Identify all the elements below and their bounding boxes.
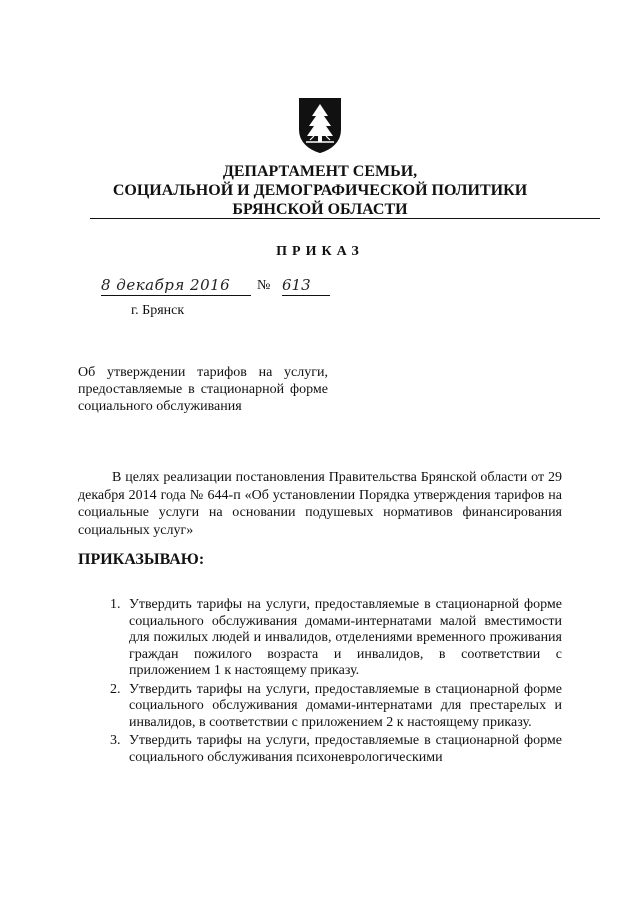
org-line-1: ДЕПАРТАМЕНТ СЕМЬИ, [222,163,418,180]
organization-name [90,162,550,219]
item-number: 2. [110,681,121,697]
number-sign: № [257,278,271,293]
date-number-line [95,276,355,300]
org-line-2: СОЦИАЛЬНОЙ И ДЕМОГРАФИЧЕСКОЙ ПОЛИТИКИ [112,182,528,199]
handwritten-number: 613 [282,276,330,296]
city-label: г. Брянск [131,303,185,318]
order-item [110,682,562,732]
order-items-list [110,597,562,768]
item-text: Утвердить тарифы на услуги, предоставляемые в стационарной форме социального обслуживания домами-интернатами для престарелых и инвалидов, в соответствии с приложением 2 к настоящему приказу. [129,681,562,730]
org-line-3: БРЯНСКОЙ ОБЛАСТИ [232,201,408,218]
order-item [110,733,562,766]
item-text: Утвердить тарифы на услуги, предоставляемые в стационарной форме социального обслуживания психоневрологическими [129,733,562,765]
preamble-paragraph: В целях реализации постановления Правительства Брянской области от 29 декабря 2014 года № 644-п «Об установлении Порядка утверждения тарифов на социальные услуги на основании подушевых нормативов финансирования социальных услуг» [78,470,562,538]
order-directive: ПРИКАЗЫВАЮ: [78,551,205,568]
order-subject: Об утверждении тарифов на услуги, предоставляемые в стационарной форме социального обслуживания [78,365,328,414]
order-item [110,597,562,680]
header-divider [90,218,600,219]
document-title: ПРИКАЗ [276,244,364,259]
coat-of-arms-icon [297,96,343,154]
handwritten-date: 8 декабря 2016 [101,276,251,296]
item-number: 3. [110,733,121,748]
item-number: 1. [110,597,121,612]
item-text: Утвердить тарифы на услуги, предоставляемые в стационарной форме социального обслуживания домами-интернатами малой вместимости для пожилых людей и инвалидов, отделениями временного проживания граждан пожилого возраста и инвалидов, в соответствии с приложением 1 к настоящему приказу. [129,597,562,678]
